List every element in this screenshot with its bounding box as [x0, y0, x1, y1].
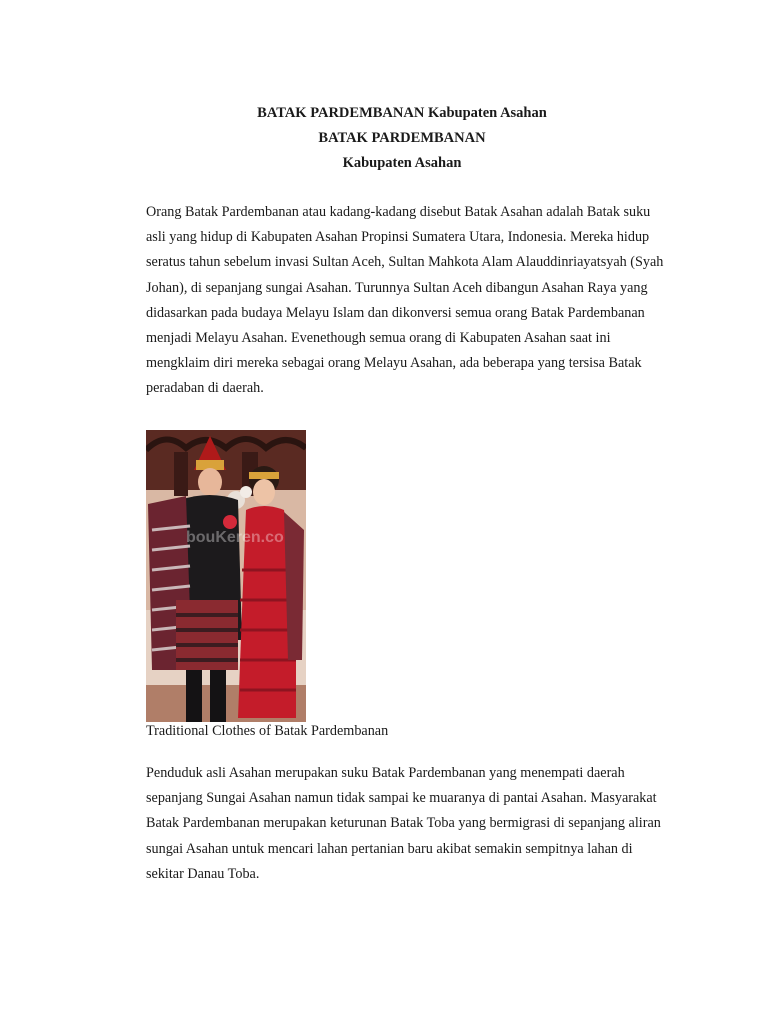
title-line-3: Kabupaten Asahan — [342, 155, 462, 171]
paragraph-intro: Orang Batak Pardembanan atau kadang-kadang disebut Batak Asahan adalah Batak suku asli yang hidup di Kabupaten Asahan Propinsi Sumatera Utara, Indonesia. Mereka hidup seratus tahun sebelum invasi Sultan Aceh, Sultan Mahkota Alam Alauddinriayatsyah (Syah Johan), di sepanjang sungai Asahan. Turunnya Sultan Aceh dibangun Asahan Raya yang didasarkan pada budaya Melayu Islam dan dikonversi semua orang Batak Pardembanan menjadi Melayu Asahan. Evenethough semua orang di Kabupaten Asahan saat ini mengklaim diri mereka sebagai orang Melayu Asahan, ada beberapa yang tersisa Batak peradaban di daerah. — [146, 204, 664, 397]
traditional-clothes-photo — [146, 430, 306, 722]
photo-caption: Traditional Clothes of Batak Pardembanan — [146, 723, 389, 739]
title-block — [146, 101, 658, 176]
paragraph-population: Penduduk asli Asahan merupakan suku Batak Pardembanan yang menempati daerah sepanjang Sungai Asahan namun tidak sampai ke muaranya di pantai Asahan. Masyarakat Batak Pardembanan merupakan keturunan Batak Toba yang bermigrasi di sepanjang aliran sungai Asahan untuk mencari lahan pertanian baru akibat semakin sempitnya lahan di sekitar Danau Toba. — [146, 765, 661, 882]
title-line-2: BATAK PARDEMBANAN — [318, 130, 486, 146]
title-line-1: BATAK PARDEMBANAN Kabupaten Asahan — [257, 105, 547, 121]
photo-watermark: bouKeren.co — [186, 529, 284, 546]
